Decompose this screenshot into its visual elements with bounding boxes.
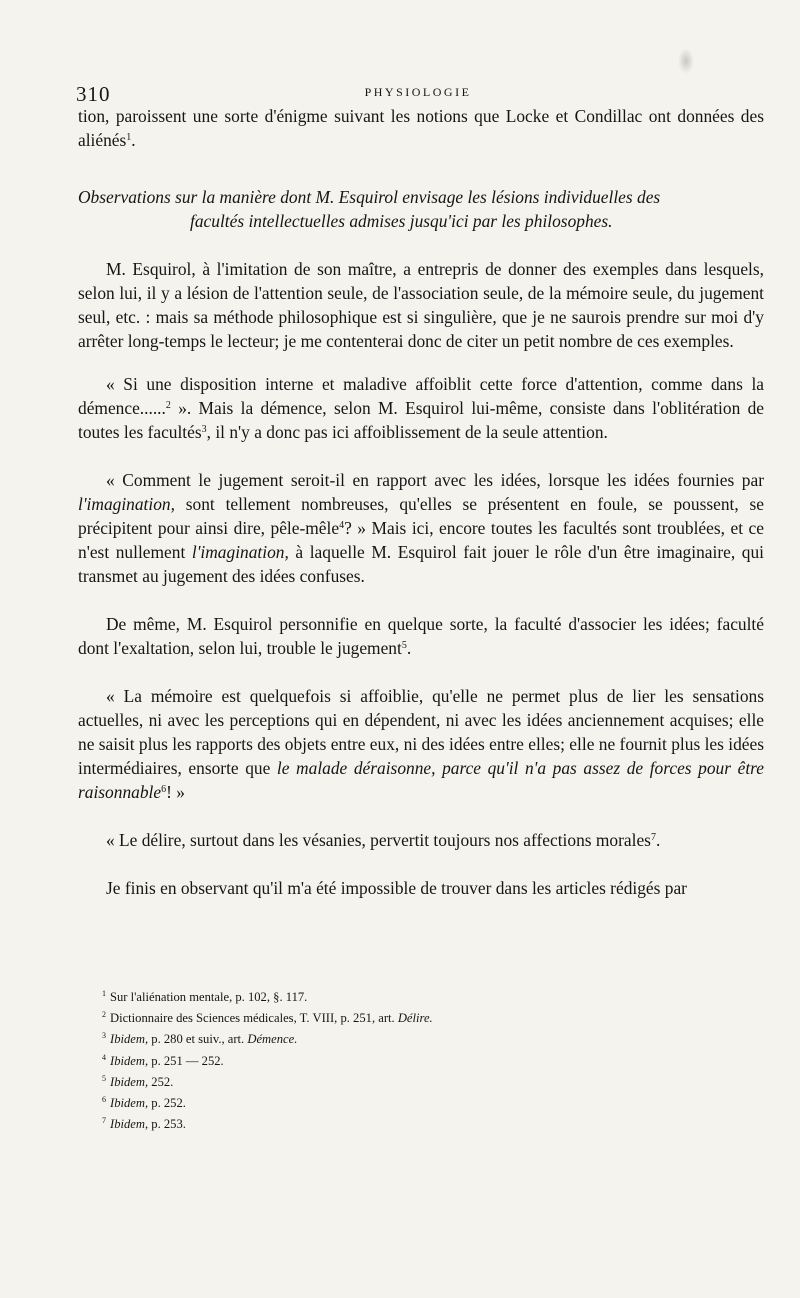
paragraph-3: « Comment le jugement seroit-il en rapport avec les idées, lorsque les idées fournies par l'imagination, sont tellement nombreuses, qu'elles se présentent en foule, se poussent, se précipitent pour ainsi dire, pêle-mêle$^4$? » Mais ici, encore toutes les facultés sont troublées, et ce n'est nullement l'imagination, à laquelle M. Esquirol fait jouer le rôle d'un être imaginaire, qui transmet au jugement des idées confuses.	[78, 470, 764, 586]
footnote: $^6$ Ibidem, p. 252.	[102, 1095, 186, 1111]
running-head	[76, 82, 760, 104]
paragraph-5: « La mémoire est quelquefois si affoiblie, qu'elle ne permet plus de lier les sensations actuelles, ni avec les perceptions qui en dépendent, ni avec les idées anciennement acquises; elle ne saisit plus les rapports des objets entre eux, ni des idées entre elles; elle ne fournit plus les idées intermédiaires, ensorte que le malade déraisonne, parce qu'il n'a pas assez de forces pour être raisonnable$^6$! »	[78, 686, 764, 802]
footnote: $^1$ Sur l'aliénation mentale, p. 102, §. 117.	[102, 989, 308, 1004]
footnote: $^5$ Ibidem, 252.	[102, 1073, 174, 1089]
paragraph-7: Je finis en observant qu'il m'a été impossible de trouver dans les articles rédigés par	[106, 878, 687, 898]
paragraph-2: « Si une disposition interne et maladive affoiblit cette force d'attention, comme dans la démence......$^2$ ». Mais la démence, selon M. Esquirol lui-même, consiste dans l'oblitération de toutes les facultés$^3$, il n'y a donc pas ici affoiblissement de la seule attention.	[78, 374, 764, 442]
footnote-ref: 7	[650, 832, 656, 843]
footnote-ref: 6	[161, 784, 167, 795]
running-title: PHYSIOLOGIE	[364, 85, 472, 99]
paragraph-6: « Le délire, surtout dans les vésanies, pervertit toujours nos affections morales$^7$.	[106, 830, 661, 850]
footnote: $^2$ Dictionnaire des Sciences médicales, T. VIII, p. 251, art. Délire.	[102, 1010, 433, 1026]
footnote-ref: 1	[126, 132, 132, 143]
section-heading: Observations sur la manière dont M. Esquirol envisage les lésions individuelles des facultés intellectuelles admises jusqu'ici par les philosophes.	[78, 187, 661, 231]
paper-stain	[678, 48, 694, 74]
footnote-ref: 4	[339, 520, 345, 531]
page-number: 310	[76, 82, 111, 106]
footnote-ref: 5	[401, 640, 407, 651]
body-text	[78, 104, 764, 900]
paragraph-4: De même, M. Esquirol personnifie en quelque sorte, la faculté d'associer les idées; faculté dont l'exaltation, selon lui, trouble le jugement$^5$.	[78, 614, 764, 658]
footnote: $^4$ Ibidem, p. 251 — 252.	[102, 1052, 224, 1068]
paragraph-1: M. Esquirol, à l'imitation de son maître, a entrepris de donner des exemples dans lesquels, selon lui, il y a lésion de l'attention seule, de l'association seule, de la mémoire seule, du jugement seul, etc. : mais sa méthode philosophique est si singulière, que je ne saurois prendre sur moi d'y arrêter long-temps le lecteur; je me contenterai donc de citer un petit nombre de ces exemples.	[78, 259, 764, 351]
paragraph-intro: tion, paroissent une sorte d'énigme suivant les notions que Locke et Condillac ont données des aliénés$^1$.	[78, 106, 764, 150]
footnote: $^7$ Ibidem, p. 253.	[102, 1116, 186, 1132]
footnote-ref: 2	[165, 400, 171, 411]
footnote: $^3$ Ibidem, p. 280 et suiv., art. Démence.	[102, 1031, 298, 1047]
footnotes	[102, 985, 502, 1133]
footnote-ref: 3	[201, 424, 207, 435]
